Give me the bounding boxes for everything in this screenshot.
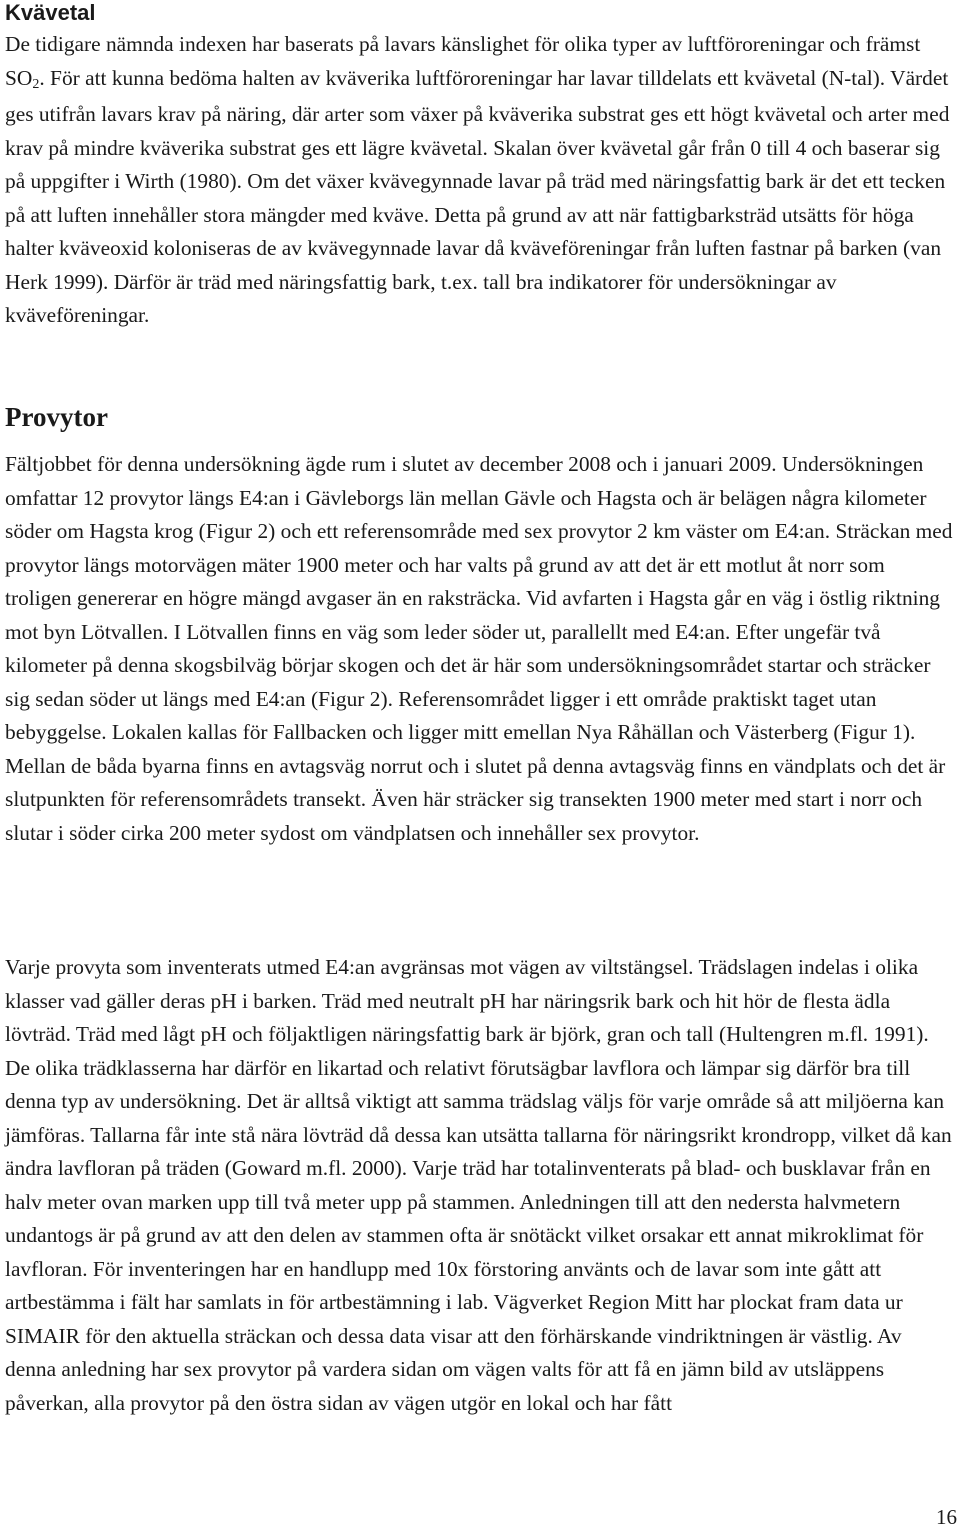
heading-kvavetal: Kvävetal [5, 0, 96, 25]
paragraph-kvavetal [5, 28, 955, 333]
paragraph-provytor-2: Varje provyta som inventerats utmed E4:an avgränsas mot vägen av viltstängsel. Trädslagen indelas i olika klasser vad gäller deras pH i barken. Träd med neutralt pH har näringsrik bark och hit hör de flesta ädla lövträd. Träd med lågt pH och följaktligen näringsfattig bark är björk, gran och tall (Hultengren m.fl. 1991). De olika trädklasserna har därför en likartad och relativt förutsägbar lavflora och lämpar sig därför bra till denna typ av undersökning. Det är alltså viktigt att samma trädslag väljs för varje område så att miljöerna kan jämföras. Tallarna får inte stå nära lövträd då dessa kan utsätta tallarna för näringsrikt krondropp, vilket då kan ändra lavfloran på träden (Goward m.fl. 2000). Varje träd har totalinventerats på blad- och busklavar från en halv meter ovan marken upp till två meter upp på stammen. Anledningen till att den nedersta halvmetern undantogs är på grund av att den delen av stammen ofta är snötäckt vilket orsakar ett annat mikroklimat för lavfloran. För inventeringen har en handlupp med 10x förstoring använts och de lavar som inte gått att artbestämma i fält har samlats in för artbestämning i lab. Vägverket Region Mitt har plockat fram data ur SIMAIR för den aktuella sträckan och dessa data visar att den förhärskande vindriktningen är västlig. Av denna anledning har sex provytor på vardera sidan om vägen valts för att få en jämn bild av utsläppens påverkan, alla provytor på den östra sidan av vägen utgör en lokal och har fått [5, 955, 952, 1415]
paragraph-kvavetal-part1: De tidigare nämnda indexen har baserats på lavars känslighet för olika typer av luftföroreningar och främst SO [5, 32, 921, 90]
paragraph-provytor-1: Fältjobbet för denna undersökning ägde rum i slutet av december 2008 och i januari 2009. Undersökningen omfattar 12 provytor längs E4:an i Gävleborgs län mellan Gävle och Hagsta och är belägen några kilometer söder om Hagsta krog (Figur 2) och ett referensområde med sex provytor 2 km väster om E4:an. Sträckan med provytor längs motorvägen mäter 1900 meter och har valts på grund av att det är ett motlut åt norr som troligen genererar en högre mängd avgaser än en raksträcka. Vid avfarten i Hagsta går en väg i östlig riktning mot byn Lötvallen. I Lötvallen finns en väg som leder söder ut, parallellt med E4:an. Efter ungefär två kilometer på denna skogsbilväg börjar skogen och det är här som undersökningsområdet startar och sträcker sig sedan söder ut längs med E4:an (Figur 2). Referensområdet ligger i ett område praktiskt taget utan bebyggelse. Lokalen kallas för Fallbacken och ligger mitt emellan Nya Råhällan och Västerberg (Figur 1). Mellan de båda byarna finns en avtagsväg norrut och i slutet på denna avtagsväg finns en vändplats och det är slutpunkten för referensområdets transekt. Även här sträcker sig transekten 1900 meter med start i norr och slutar i söder cirka 200 meter sydost om vändplatsen och innehåller sex provytor. [5, 452, 953, 845]
document-page [5, 0, 955, 1415]
paragraph-kvavetal-part2: . För att kunna bedöma halten av kväverika luftföroreningar har lavar tilldelats ett kvävetal (N-tal). Värdet ges utifrån lavars krav på näring, där arter som växer på kväverika substrat ges ett högt kvävetal och arter med krav på mindre kväverika substrat ges ett lägre kvävetal. Skalan över kvävetal går från 0 till 4 och baserar sig på uppgifter i Wirth (1980). Om det växer kvävegynnade lavar på träd med näringsfattig bark är det ett tecken på att luften innehåller stora mängder med kväve. Detta på grund av att när fattigbarksträd utsätts för höga halter kväveoxid koloniseras de av kvävegynnade lavar då kväveföreningar från luften fastnar på barken (van Herk 1999). Därför är träd med näringsfattig bark, t.ex. tall bra indikatorer för undersökningar av kväveföreningar. [5, 65, 950, 327]
page-number: 16 [936, 1505, 957, 1529]
heading-provytor: Provytor [5, 402, 108, 432]
subscript-two: 2 [32, 76, 40, 92]
